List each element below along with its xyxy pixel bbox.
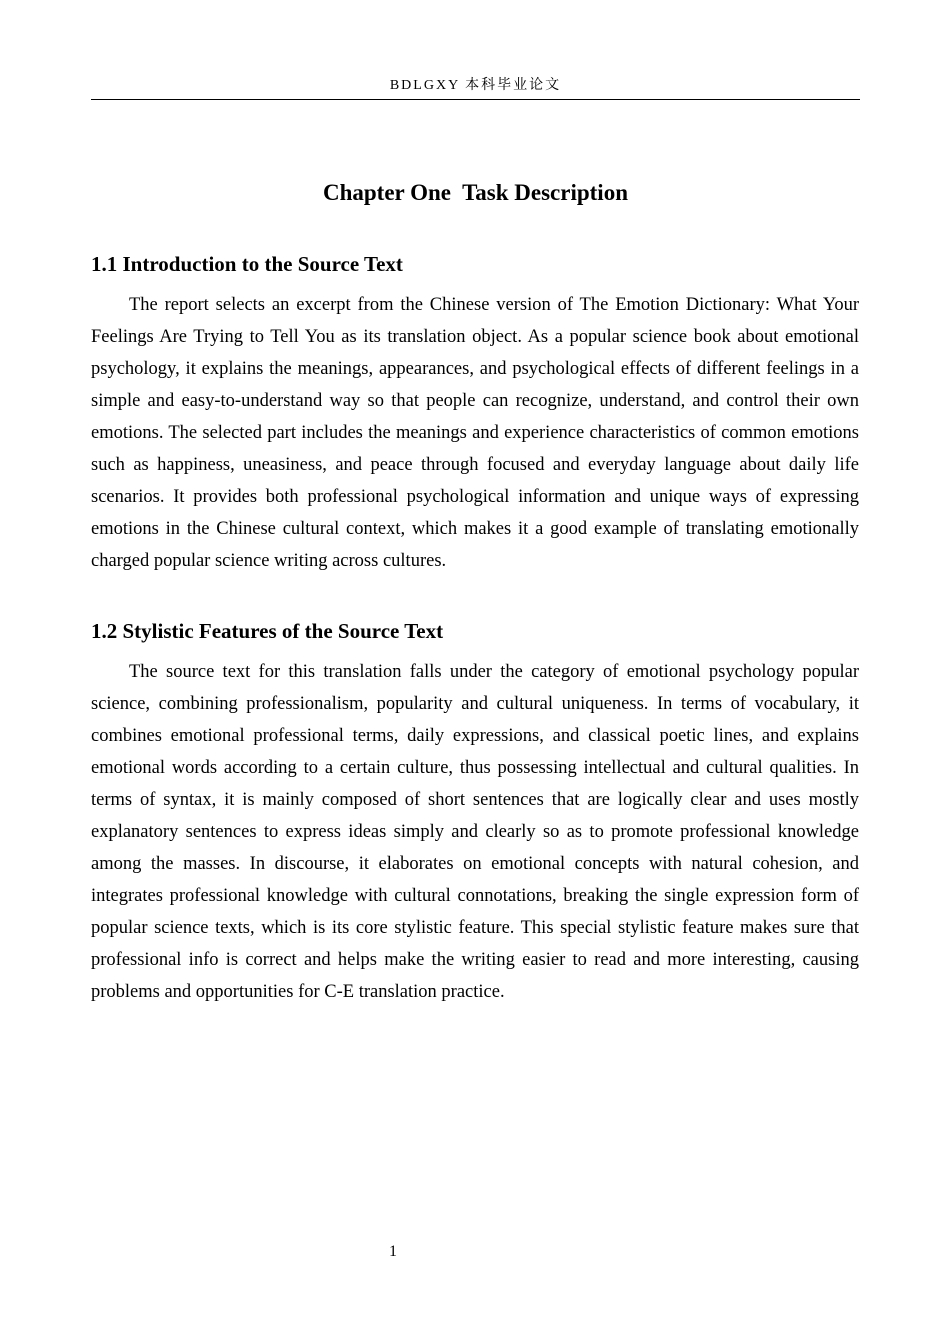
section-paragraph-1-1: The report selects an excerpt from the Chinese version of The Emotion Dictionary: What Your Feelings Are Trying to Tell You as its translation object. As a popular science book about emotional psychology, it explains the meanings, appearances, and psychological effects of different feelings in a simple and easy-to-understand way so that people can recognize, understand, and control their own emotions. The selected part includes the meanings and experience characteristics of common emotions such as happiness, uneasiness, and peace through focused and everyday language about daily life scenarios. It provides both professional psychological information and unique ways of expressing emotions in the Chinese cultural context, which makes it a good example of translating emotionally charged popular science writing across cultures. (91, 295, 859, 571)
running-header: BDLGXY 本科毕业论文 (389, 78, 562, 93)
section-paragraph-1-2: The source text for this translation falls under the category of emotional psychology popular science, combining professionalism, popularity and cultural uniqueness. In terms of vocabulary, it combines emotional professional terms, daily expressions, and classical poetic lines, and explains emotional words according to a certain culture, thus possessing intellectual and cultural qualities. In terms of syntax, it is mainly composed of short sentences that are logically clear and uses mostly explanatory sentences to express ideas simply and clearly so as to promote professional knowledge among the masses. In discourse, it elaborates on emotional concepts with natural cohesion, and integrates professional knowledge with cultural connotations, breaking the single expression form of popular science texts, which is its core stylistic feature. This special stylistic feature makes sure that professional info is correct and helps make the writing easier to read and more interesting, causing problems and opportunities for C-E translation practice. (91, 662, 859, 1002)
section-heading-1-1: 1.1 Introduction to the Source Text (91, 252, 403, 276)
header-rule (91, 99, 860, 100)
section-heading-1-2: 1.2 Stylistic Features of the Source Text (91, 619, 444, 643)
chapter-title: Chapter One Task Description (322, 180, 628, 205)
page-number: 1 (389, 1243, 397, 1260)
